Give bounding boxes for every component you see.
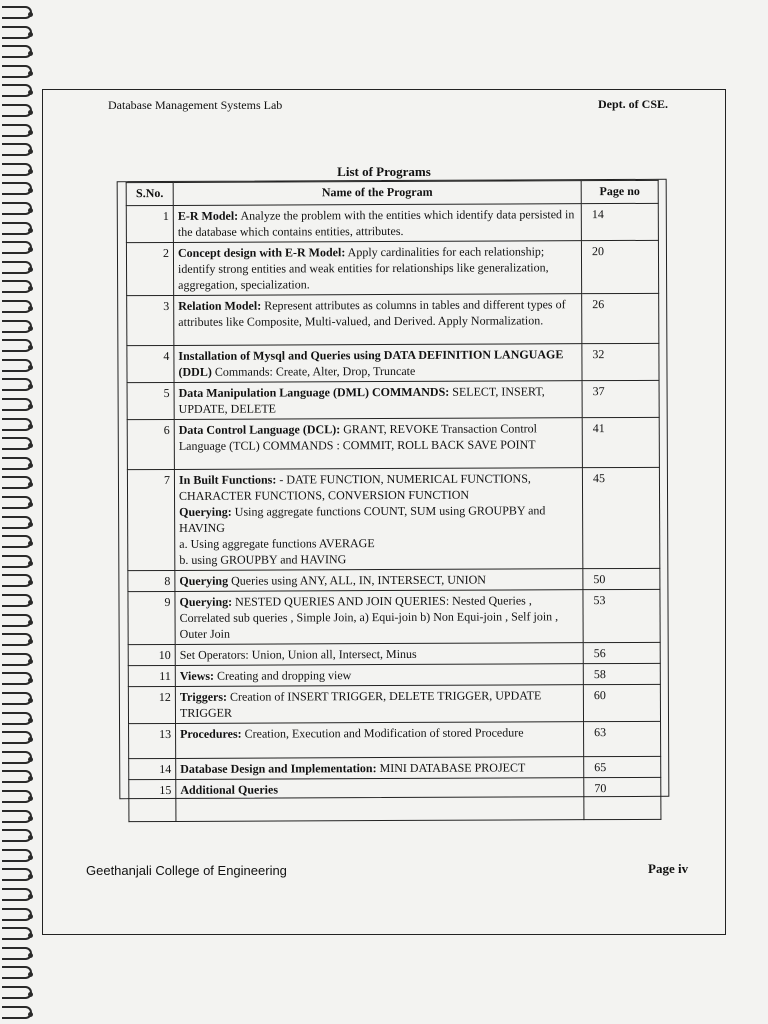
- program-name: [175, 569, 583, 592]
- program-table-frame: [117, 179, 670, 799]
- serial-number: 13: [129, 723, 176, 758]
- table-row: [128, 684, 660, 723]
- table-row: [128, 589, 660, 644]
- spiral-coil: [2, 435, 34, 449]
- spiral-coil: [2, 24, 34, 38]
- spiral-coil: [2, 200, 34, 214]
- serial-number: 5: [127, 382, 174, 419]
- program-name: [176, 757, 584, 780]
- program-name: [176, 778, 584, 822]
- program-description: Creation of INSERT TRIGGER, DELETE TRIGGER, UPDATE TRIGGER: [179, 688, 542, 720]
- table-row: [128, 642, 660, 665]
- table-row: [127, 417, 659, 469]
- page-number: 14: [581, 203, 658, 240]
- table-row: [129, 721, 661, 758]
- spiral-coil: [2, 455, 34, 469]
- program-heading: Database Design and Implementation:: [180, 761, 377, 776]
- serial-number: 1: [126, 205, 173, 242]
- serial-number: 14: [129, 758, 176, 779]
- program-heading: Procedures:: [180, 726, 242, 741]
- serial-number: 4: [127, 345, 174, 382]
- program-heading: Installation of Mysql and Queries using DATA DEFINITION LANGUAGE (DDL): [178, 347, 564, 379]
- table-row: [128, 663, 660, 686]
- spiral-coil: [2, 572, 34, 586]
- column-header-sno: S.No.: [126, 182, 173, 205]
- table-row: [129, 777, 661, 821]
- program-heading: Querying:: [179, 594, 233, 609]
- spiral-coil: [2, 122, 34, 136]
- spiral-coil: [2, 925, 34, 939]
- program-table: [126, 180, 662, 822]
- spiral-coil: [2, 964, 34, 978]
- page-number: 50: [583, 568, 660, 589]
- program-heading: Concept design with E-R Model:: [177, 245, 346, 260]
- spiral-coil: [2, 906, 34, 920]
- spiral-coil: [2, 82, 34, 96]
- spiral-coil: [2, 337, 34, 351]
- program-heading: Triggers:: [179, 689, 228, 704]
- spiral-coil: [2, 357, 34, 371]
- page-number: 32: [582, 343, 659, 380]
- spiral-coil: [2, 866, 34, 880]
- program-heading: Data Manipulation Language (DML) COMMANDS:: [178, 384, 450, 400]
- spiral-coil: [2, 984, 34, 998]
- page-number: 63: [584, 721, 661, 756]
- page-number: 20: [581, 240, 658, 293]
- program-heading: Views:: [179, 668, 215, 683]
- program-name: [174, 418, 582, 470]
- program-description: Creating and dropping view: [214, 668, 352, 683]
- serial-number: 3: [127, 295, 174, 345]
- header-department: Dept. of CSE.: [598, 97, 669, 111]
- table-row: [127, 293, 659, 345]
- page-number: 65: [584, 756, 661, 777]
- table-row: [127, 467, 659, 570]
- spiral-coil: [2, 710, 34, 724]
- program-description: SELECT, INSERT, UPDATE, DELETE: [178, 384, 545, 416]
- spiral-coil: [2, 1004, 34, 1018]
- spiral-coil: [2, 474, 34, 488]
- serial-number: 9: [128, 591, 175, 644]
- table-row: [127, 343, 659, 382]
- program-name: [174, 344, 582, 383]
- page-number: 70: [584, 777, 661, 819]
- page-number: 60: [583, 684, 660, 721]
- spiral-coil: [2, 808, 34, 822]
- table-title: List of Programs: [337, 164, 431, 179]
- program-description: Commands: Create, Alter, Drop, Truncate: [211, 363, 416, 379]
- program-name: [175, 664, 583, 687]
- spiral-coil: [2, 553, 34, 567]
- spiral-coil: [2, 690, 34, 704]
- spiral-coil: [2, 768, 34, 782]
- table-row: [128, 568, 660, 591]
- spiral-coil: [2, 749, 34, 763]
- table-row: [126, 240, 658, 295]
- spiral-coil: [2, 651, 34, 665]
- spiral-coil: [2, 239, 34, 253]
- spiral-coil: [2, 259, 34, 273]
- spiral-coil: [2, 141, 34, 155]
- spiral-coil: [2, 670, 34, 684]
- program-subitem: b. using GROUPBY and HAVING: [179, 552, 347, 567]
- table-row: [129, 756, 661, 779]
- page-number: 45: [582, 467, 659, 568]
- program-name: [174, 468, 582, 571]
- spiral-coil: [2, 43, 34, 57]
- program-subdescription: Using aggregate functions COUNT, SUM using GROUPBY and HAVING: [179, 503, 546, 535]
- spiral-coil: [2, 4, 34, 18]
- page-number: 41: [582, 417, 659, 467]
- program-description: Apply cardinalities for each relationship; identify strong entities and weak entities for relationships like generalization, aggregation, specialization.: [178, 244, 549, 292]
- program-heading: Data Control Language (DCL):: [178, 422, 341, 437]
- program-description: Queries using ANY, ALL, IN, INTERSECT, UNION: [228, 572, 486, 588]
- program-heading: Querying: [179, 573, 229, 588]
- program-name: [173, 241, 581, 296]
- spiral-coil: [2, 612, 34, 626]
- page-number: 58: [583, 663, 660, 684]
- footer-page-number: Page iv: [648, 861, 689, 876]
- program-name: [173, 204, 581, 243]
- program-name: [175, 590, 583, 645]
- program-heading: E-R Model:: [177, 208, 239, 223]
- program-description: Creation, Execution and Modification of stored Procedure: [241, 725, 524, 741]
- serial-number: 10: [128, 644, 175, 665]
- spiral-coil: [2, 847, 34, 861]
- program-description: GRANT, REVOKE Transaction Control Language (TCL) COMMANDS : COMMIT, ROLL BACK SAVE POINT: [178, 421, 538, 453]
- program-name: [174, 381, 582, 420]
- program-name: [176, 722, 584, 759]
- spiral-coil: [2, 298, 34, 312]
- spiral-coil: [2, 63, 34, 77]
- program-heading: In Built Functions:: [178, 472, 277, 487]
- spiral-coil: [2, 788, 34, 802]
- spiral-coil: [2, 180, 34, 194]
- spiral-coil: [2, 494, 34, 508]
- serial-number: 15: [129, 779, 176, 821]
- serial-number: 8: [128, 570, 175, 591]
- program-name: [175, 643, 583, 666]
- spiral-binding: [0, 0, 40, 1024]
- program-heading: Additional Queries: [180, 782, 279, 797]
- page-number: 53: [583, 589, 660, 642]
- program-subheading: Querying:: [179, 504, 232, 519]
- program-description: Analyze the problem with the entities which identify data persisted in the database which contains entities, attributes.: [177, 207, 575, 239]
- spiral-coil: [2, 416, 34, 430]
- program-name: [175, 685, 583, 724]
- header-course-title: Database Management Systems Lab: [108, 98, 283, 112]
- program-description: - DATE FUNCTION, NUMERICAL FUNCTIONS, CHARACTER FUNCTIONS, CONVERSION FUNCTION: [178, 471, 531, 503]
- spiral-coil: [2, 533, 34, 547]
- program-description: MINI DATABASE PROJECT: [376, 760, 526, 776]
- program-description: NESTED QUERIES AND JOIN QUERIES: Nested Queries , Correlated sub queries , Simple Join, a) Equi-join b) Non Equi-join , Self join , Outer Join: [179, 593, 559, 641]
- spiral-coil: [2, 514, 34, 528]
- spiral-coil: [2, 592, 34, 606]
- serial-number: 7: [127, 469, 174, 570]
- program-description: Set Operators: Union, Union all, Intersect, Minus: [179, 646, 417, 662]
- page-number: 26: [582, 293, 659, 343]
- program-name: [174, 294, 582, 346]
- spiral-coil: [2, 278, 34, 292]
- spiral-coil: [2, 396, 34, 410]
- column-header-page: Page no: [581, 180, 658, 203]
- program-heading: Relation Model:: [178, 298, 262, 313]
- serial-number: 2: [126, 242, 173, 295]
- page-number: 37: [582, 380, 659, 417]
- spiral-coil: [2, 220, 34, 234]
- program-description: Represent attributes as columns in tables and different types of attributes like Composite, Multi-valued, and Derived. Apply Normalization.: [178, 297, 566, 329]
- spiral-coil: [2, 886, 34, 900]
- table-row: [127, 380, 659, 419]
- program-subitem: a. Using aggregate functions AVERAGE: [179, 536, 375, 551]
- spiral-coil: [2, 376, 34, 390]
- serial-number: 6: [127, 419, 174, 469]
- footer-college: Geethanjali College of Engineering: [86, 863, 287, 878]
- serial-number: 11: [128, 665, 175, 686]
- spiral-coil: [2, 827, 34, 841]
- spiral-coil: [2, 945, 34, 959]
- page-number: 56: [583, 642, 660, 663]
- column-header-program: Name of the Program: [173, 181, 581, 206]
- serial-number: 12: [128, 686, 175, 723]
- spiral-coil: [2, 631, 34, 645]
- table-row: [126, 203, 658, 242]
- spiral-coil: [2, 318, 34, 332]
- spiral-coil: [2, 729, 34, 743]
- spiral-coil: [2, 102, 34, 116]
